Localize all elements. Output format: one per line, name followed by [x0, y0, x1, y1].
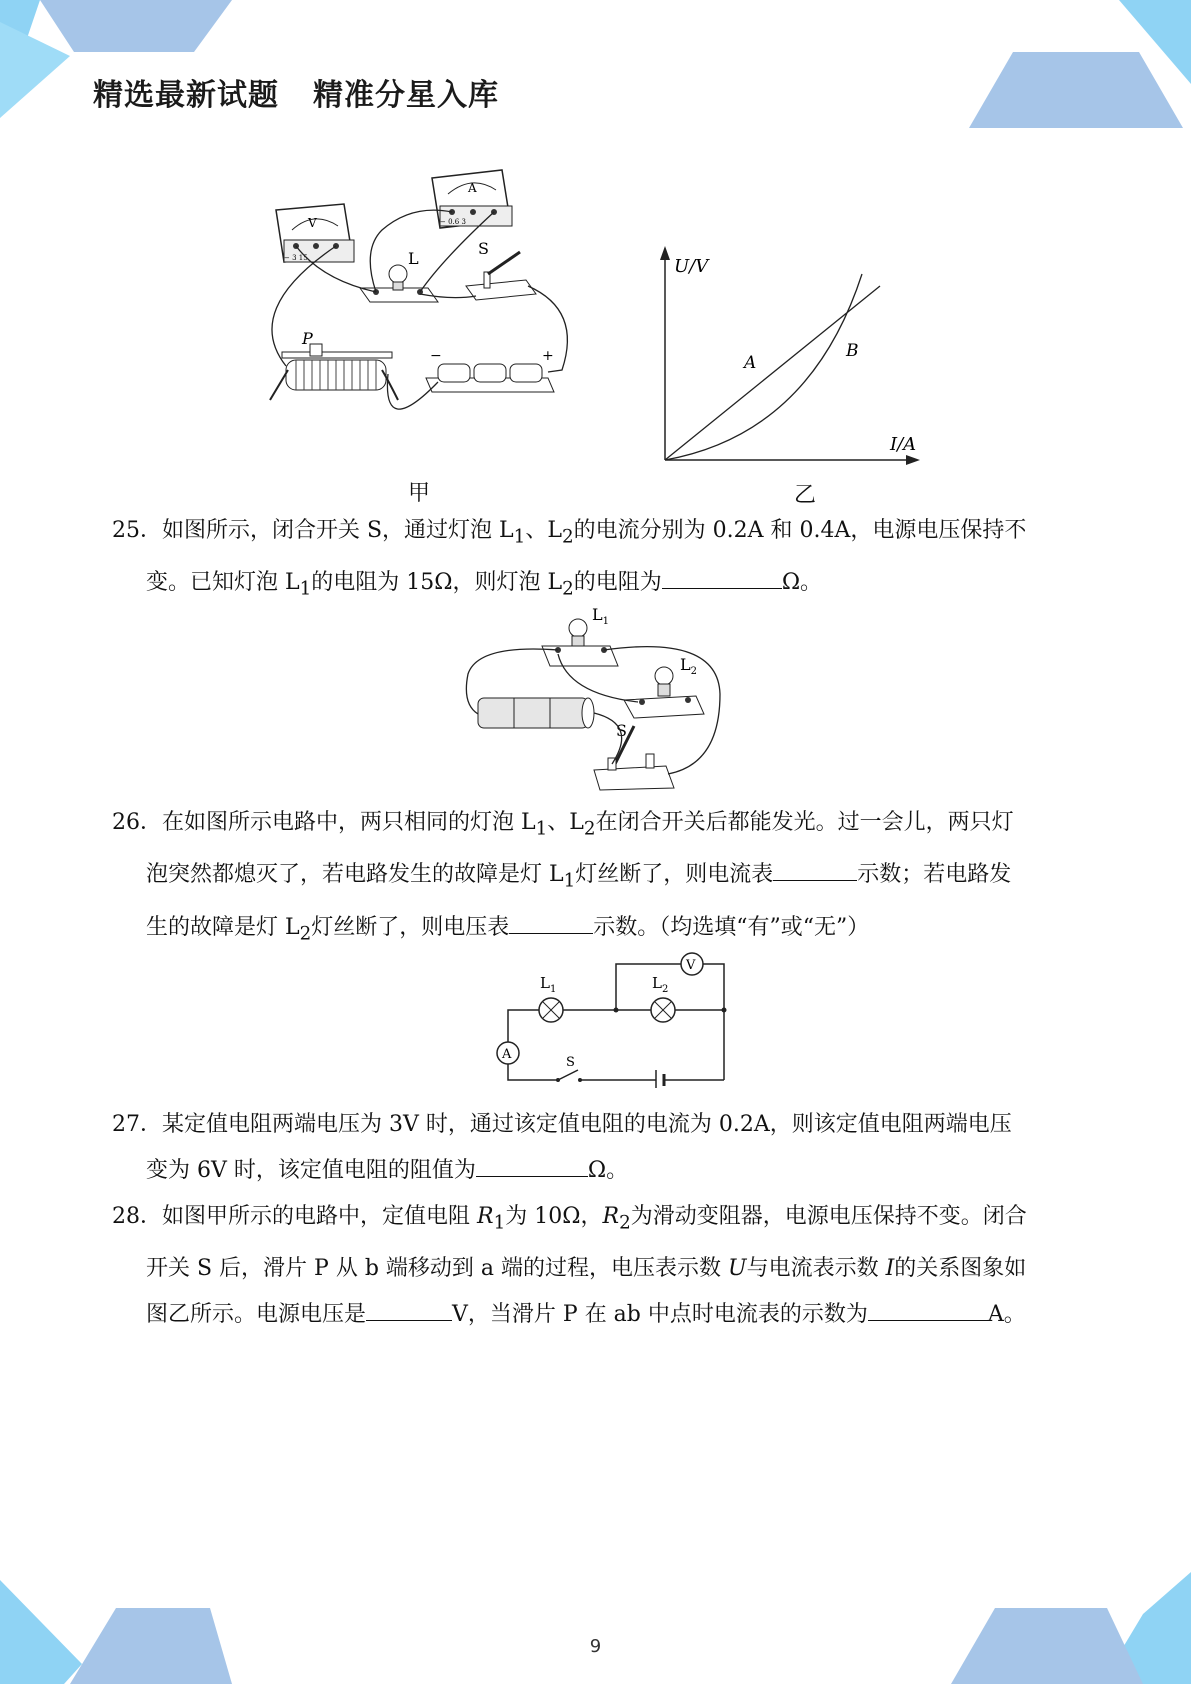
q28-text-4: 开关 S 后，滑片 P 从 b 端移动到 a 端的过程，电压表示数 [146, 1256, 729, 1282]
question-26 [112, 800, 1080, 957]
q25-lamp-l2 [624, 655, 704, 718]
header-title-part1: 精选最新试题 [93, 78, 279, 113]
corner-decoration-bottom-left [0, 1544, 240, 1684]
q25-l2-label: $L_2$ [680, 655, 697, 677]
q28-text-1: 28．如图甲所示的电路中，定值电阻 [112, 1204, 477, 1229]
graph-curve-b [665, 274, 862, 460]
q26-sub-1: 1 [535, 818, 548, 840]
q26-sub-4: 2 [299, 923, 312, 945]
q27-text-1: 27．某定值电阻两端电压为 3V 时，通过该定值电阻的电流为 0.2A，则该定值电阻两端电压 [112, 1112, 1012, 1137]
q28-sub-2: 2 [619, 1212, 631, 1234]
q28-text-5: 与电流表示数 [746, 1256, 886, 1282]
voltmeter-label: V [308, 216, 317, 230]
q26-battery-cell [656, 1070, 664, 1088]
q25-sub-3: 1 [299, 578, 312, 600]
q26-lamp-l2 [651, 974, 675, 1022]
switch-s-label: S [478, 239, 489, 258]
header-title-part2: 精准分星入库 [313, 78, 499, 113]
q26-ammeter-label: A [502, 1047, 512, 1062]
q28-answer-blank-2[interactable] [868, 1292, 988, 1321]
figure-caption-jia: 甲 [408, 481, 431, 506]
page-number: 9 [589, 1636, 602, 1657]
q26-text-3: 在闭合开关后都能发光。过一会儿，两只灯 [595, 810, 1014, 835]
rheostat-p-label: P [302, 329, 313, 348]
q28-text-2: 为 10Ω， [505, 1204, 603, 1229]
battery-plus-label: + [542, 348, 554, 364]
q27-text-3: Ω。 [587, 1158, 629, 1183]
voltmeter-meter [276, 204, 354, 262]
q26-l2-label: $L_2$ [652, 974, 669, 995]
q25-l1-label: $L_1$ [592, 605, 609, 627]
q28-sub-1: 1 [493, 1212, 506, 1234]
q26-text-4: 泡突然都熄灭了，若电路发生的故障是灯 L [146, 862, 564, 888]
q28-answer-blank-1[interactable] [366, 1292, 452, 1321]
rheostat-p [270, 329, 398, 400]
graph-curve-b-label: B [846, 341, 859, 361]
figure-caption-yi: 乙 [794, 483, 817, 508]
q26-voltmeter-label: V [686, 958, 696, 973]
q26-text-1: 26．在如图所示电路中，两只相同的灯泡 L [112, 810, 536, 835]
q28-text-9: A。 [987, 1302, 1026, 1328]
q28-i-symbol: I [885, 1256, 895, 1282]
corner-decoration-bottom-right [951, 1544, 1191, 1684]
q25-answer-blank[interactable] [662, 560, 782, 589]
graph-curve-a-label: A [744, 353, 757, 373]
question-28 [112, 1194, 1080, 1338]
ammeter-label: A [468, 181, 477, 195]
q26-text-6: 示数；若电路发 [857, 862, 1012, 888]
ammeter-scale: − 0.6 3 [440, 218, 466, 226]
q26-text-9: 示数。（均选填“有”或“无”） [593, 914, 870, 940]
voltmeter-scale: − 3 15 [284, 254, 308, 262]
q28-r1-symbol: R [477, 1204, 494, 1229]
q25-switch-label: S [616, 721, 627, 740]
q26-text-5: 灯丝断了，则电流表 [575, 862, 774, 888]
q25-switch-s [594, 721, 674, 790]
q26-ammeter [497, 1042, 519, 1064]
q25-text-1: 25．如图所示，闭合开关 S，通过灯泡 L [112, 518, 514, 543]
q26-switch-label: S [566, 1055, 575, 1070]
lamp-l-label: L [408, 249, 419, 268]
q28-text-3: 为滑动变阻器，电源电压保持不变。闭合 [630, 1204, 1027, 1229]
q25-battery [478, 698, 594, 728]
q28-text-8: V，当滑片 P 在 ab 中点时电流表的示数为 [452, 1302, 868, 1328]
corner-decoration-top-right [931, 0, 1191, 130]
figure-q26-circuit [488, 948, 738, 1088]
graph-x-axis-label: I/A [890, 434, 917, 455]
q25-text-4: 变。已知灯泡 L [146, 570, 300, 596]
q28-r2-symbol: R [602, 1204, 620, 1229]
figure-q25-circuit [458, 604, 758, 794]
switch-s [466, 239, 536, 300]
question-27 [112, 1102, 1080, 1194]
battery-pack [426, 348, 554, 392]
q26-text-2: 、L [547, 810, 584, 835]
q25-sub-2: 2 [561, 526, 574, 548]
q26-switch [556, 1055, 582, 1082]
q27-answer-blank[interactable] [476, 1148, 588, 1177]
q25-text-6: 的电阻为 [573, 570, 662, 596]
q26-lamp-l1 [539, 974, 563, 1022]
battery-minus-label: − [430, 348, 442, 364]
header-title [93, 70, 499, 114]
q27-text-2: 变为 6V 时，该定值电阻的阻值为 [146, 1158, 476, 1183]
q28-text-6: 的关系图象如 [894, 1256, 1027, 1282]
q26-answer-blank-1[interactable] [773, 852, 857, 881]
q25-text-2: 、L [525, 518, 562, 543]
q26-sub-3: 1 [563, 870, 576, 892]
q26-l1-label: $L_1$ [540, 974, 557, 995]
question-25 [112, 508, 1080, 613]
q28-u-symbol: U [728, 1256, 747, 1282]
q25-lamp-l1 [542, 605, 618, 666]
q28-text-7: 图乙所示。电源电压是 [146, 1302, 367, 1328]
q26-sub-2: 2 [583, 818, 596, 840]
q26-text-8: 灯丝断了，则电压表 [311, 914, 510, 940]
q25-sub-1: 1 [513, 526, 526, 548]
figure-graph-yi [640, 244, 930, 474]
figure-apparatus-jia [262, 160, 612, 460]
q26-voltmeter [681, 953, 703, 975]
q25-sub-4: 2 [562, 578, 574, 600]
graph-y-axis-label: U/V [674, 256, 709, 277]
q25-text-5: 的电阻为 15Ω，则灯泡 L [311, 570, 563, 596]
q25-text-3: 的电流分别为 0.2A 和 0.4A，电源电压保持不 [573, 518, 1027, 543]
q26-answer-blank-2[interactable] [509, 905, 593, 934]
q25-text-7: Ω。 [781, 570, 823, 596]
ammeter-meter [432, 170, 512, 228]
q26-text-7: 生的故障是灯 L [146, 914, 300, 940]
